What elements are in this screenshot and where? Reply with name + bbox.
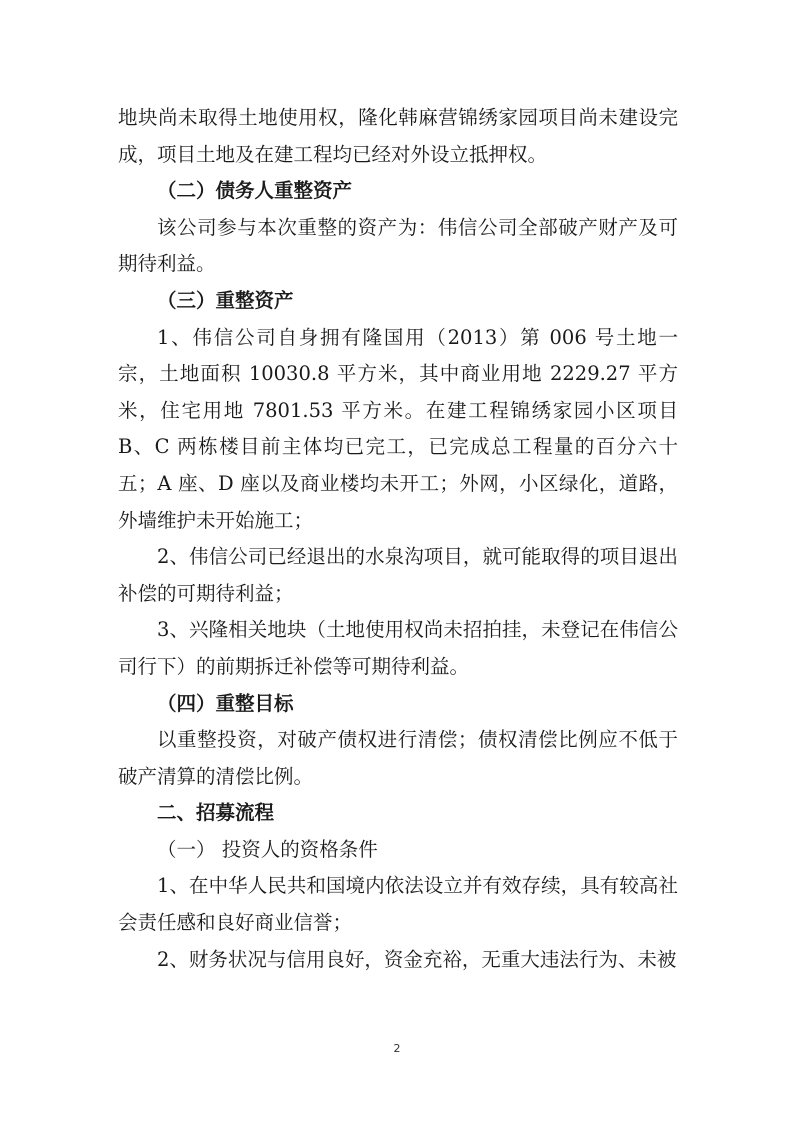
section-heading-debtor-assets: （二）债务人重整资产 (157, 179, 353, 203)
section-heading-investor-qualifications: （一） 投资人的资格条件 (157, 837, 378, 861)
paragraph-qualification-2: 2、财务状况与信用良好，资金充裕，无重大违法行为、未被 (157, 947, 677, 971)
paragraph-asset-item-3: 3、兴隆相关地块（土地使用权尚未招拍挂，未登记在伟信公司行下）的前期拆迁补偿等可期待利益。 (118, 618, 678, 678)
paragraph-debtor-assets: 该公司参与本次重整的资产为：伟信公司全部破产财产及可期待利益。 (118, 215, 678, 276)
section-heading-recruitment-process: 二、招募流程 (157, 801, 275, 825)
document-body (118, 100, 678, 978)
paragraph-asset-item-1: 1、伟信公司自身拥有隆国用（2013）第 006 号土地一宗，土地面积 10030.8 平方米，其中商业用地 2229.27 平方米，住宅用地 7801.53 平方米。在建工程锦绣家园小区项目 B、C 两栋楼目前主体均已完工，已完成总工程量的百分六十五；A 座、D 座以及商业楼均未开工；外网，小区绿化，道路，外墙维护未开始施工； (118, 325, 678, 532)
paragraph-qualification-1: 1、在中华人民共和国境内依法设立并有效存续，具有较高社会责任感和良好商业信誉； (118, 874, 678, 935)
paragraph-restructuring-goal: 以重整投资，对破产债权进行清偿；债权清偿比例应不低于破产清算的清偿比例。 (118, 728, 678, 788)
page-number: 2 (393, 1042, 401, 1055)
paragraph-continued: 地块尚未取得土地使用权，隆化韩麻营锦绣家园项目尚未建设完成，项目土地及在建工程均已经对外设立抵押权。 (118, 106, 678, 166)
section-heading-restructuring-assets: （三）重整资产 (157, 288, 294, 312)
paragraph-asset-item-2: 2、伟信公司已经退出的水泉沟项目，就可能取得的项目退出补偿的可期待利益； (118, 545, 678, 605)
section-heading-restructuring-goal: （四）重整目标 (157, 691, 294, 715)
